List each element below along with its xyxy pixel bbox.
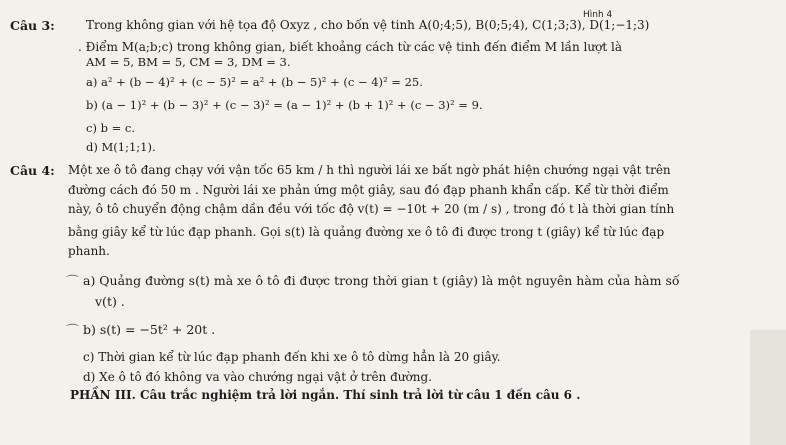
q4-option-d: d) Xe ô tô đó không va vào chướng ngại vật ở trên đường. (83, 370, 432, 384)
q4-option-c: c) Thời gian kể từ lúc đạp phanh đến khi xe ô tô dừng hẳn là 20 giây. (83, 350, 501, 364)
handwritten-check-mark: ⌒ (66, 275, 80, 290)
q3-option-b: b) (a − 1)² + (b − 3)² + (c − 3)² = (a − 1)² + (b + 1)² + (c − 3)² = 9. (86, 98, 483, 112)
figure-label: Hình 4 (583, 10, 613, 20)
q4-line5: phanh. (68, 244, 110, 258)
q4-line4: bằng giây kể từ lúc đạp phanh. Gọi s(t) là quảng đường xe ô tô đi được trong t (giây) kể từ lúc đạp (68, 225, 665, 239)
q4-line1: Một xe ô tô đang chạy với vận tốc 65 km / h thì người lái xe bất ngờ phát hiện chướng ngại vật trên (68, 163, 671, 177)
q3-option-c: c) b = c. (86, 121, 135, 135)
handwritten-check-mark: ⌒ (66, 324, 80, 339)
q4-option-b: b) s(t) = −5t² + 20t . (83, 322, 216, 337)
q3-line3: AM = 5, BM = 5, CM = 3, DM = 3. (86, 55, 291, 69)
q4-line3: này, ô tô chuyển động chậm dần đều với tốc độ v(t) = −10t + 20 (m / s) , trong đó t là thời gian tính (68, 202, 675, 216)
q3-intro: Trong không gian với hệ tọa độ Oxyz , cho bốn vệ tinh A(0;4;5), B(0;5;4), C(1;3;3), D(1;−1;3) (86, 18, 650, 32)
q4-option-a-line2: v(t) . (95, 294, 125, 309)
q3-option-d: d) M(1;1;1). (86, 140, 156, 154)
part3-heading: PHẦN III. Câu trắc nghiệm trả lời ngắn. Thí sinh trả lời từ câu 1 đến câu 6 . (70, 388, 581, 402)
q3-line2: . Điểm M(a;b;c) trong không gian, biết khoảng cách từ các vệ tinh đến điểm M lần lượt là (78, 40, 622, 54)
page-shadow (750, 330, 786, 445)
q4-number: Câu 4: (10, 163, 55, 178)
q3-option-a: a) a² + (b − 4)² + (c − 5)² = a² + (b − 5)² + (c − 4)² = 25. (86, 75, 423, 89)
q4-line2: đường cách đó 50 m . Người lái xe phản ứng một giây, sau đó đạp phanh khẩn cấp. Kể từ thời điểm (68, 183, 669, 197)
q4-option-a-line1: a) Quảng đường s(t) mà xe ô tô đi được trong thời gian t (giây) là một nguyên hàm của hàm số (83, 273, 680, 288)
q3-number: Câu 3: (10, 18, 55, 33)
